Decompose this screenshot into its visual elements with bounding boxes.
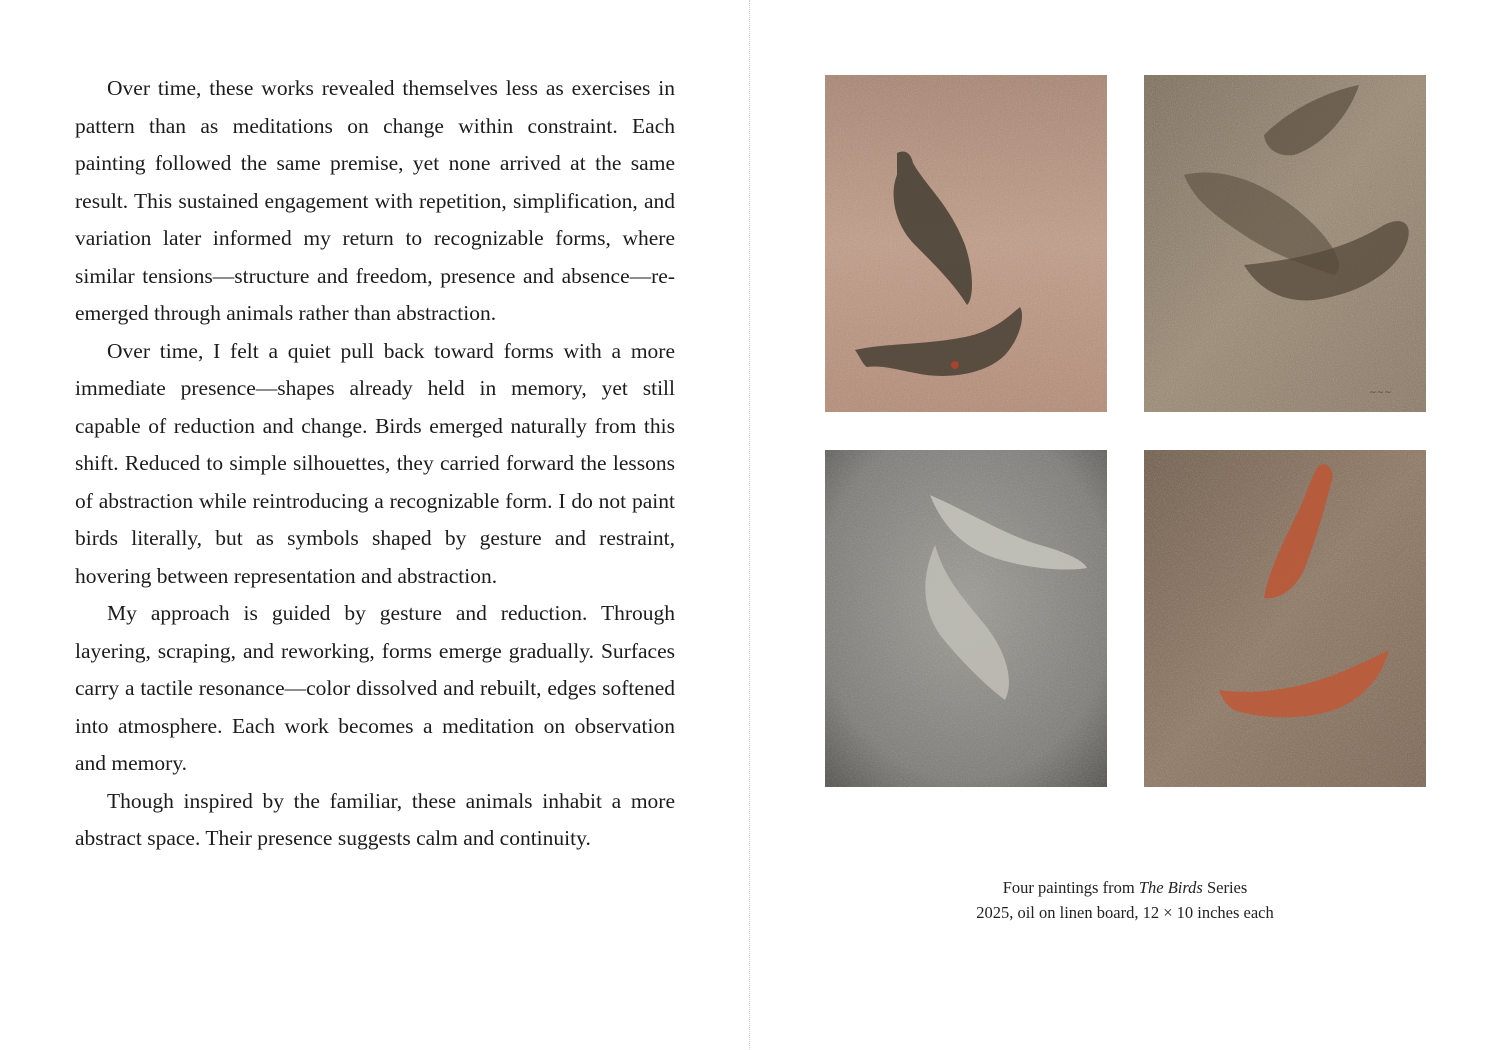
right-page — [750, 0, 1500, 1050]
painting-orange-birds-image — [1144, 450, 1426, 787]
painting-orange-birds — [1144, 450, 1426, 787]
caption-line-2: 2025, oil on linen board, 12 × 10 inches each — [976, 903, 1274, 922]
painting-gray-birds-image — [825, 450, 1107, 787]
caption-line-1 — [900, 875, 1350, 900]
svg-text:~~~: ~~~ — [1369, 388, 1392, 398]
painting-pink-birds — [825, 75, 1107, 412]
paragraph-4: Though inspired by the familiar, these animals inhabit a more abstract space. Their presence suggests calm and continuity. — [75, 788, 675, 850]
painting-brown-birds-image — [1144, 75, 1426, 412]
paragraph-2: Over time, I felt a quiet pull back toward forms with a more immediate presence—shapes already held in memory, yet still capable of reduction and change. Birds emerged naturally from this shift. Reduced to simple silhouettes, they carried forward the lessons of abstraction while reintroducing a recognizable form. I do not paint birds literally, but as symbols shaped by gesture and restraint, hovering between representation and abstraction. — [75, 338, 675, 588]
paragraph-3: My approach is guided by gesture and reduction. Through layering, scraping, and reworking, forms emerge gradually. Surfaces carry a tactile resonance—color dissolved and rebuilt, edges softened into atmosphere. Each work becomes a meditation on observation and memory. — [75, 601, 675, 775]
figure-caption — [900, 875, 1350, 925]
caption-series-title: The Birds — [1138, 878, 1203, 897]
painting-pink-birds-image — [825, 75, 1107, 412]
caption-suffix: Series — [1202, 878, 1248, 897]
caption-prefix: Four paintings from — [1002, 878, 1139, 897]
paragraph-1: Over time, these works revealed themselves less as exercises in pattern than as meditations on change within constraint. Each painting followed the same premise, yet none arrived at the same result. This sustained engagement with repetition, simplification, and variation later informed my return to recognizable forms, where similar tensions—structure and freedom, presence and absence—re-emerged through animals rather than abstraction. — [75, 76, 675, 325]
painting-brown-birds — [1144, 75, 1426, 412]
painting-gray-birds — [825, 450, 1107, 787]
left-page-text — [75, 70, 675, 858]
